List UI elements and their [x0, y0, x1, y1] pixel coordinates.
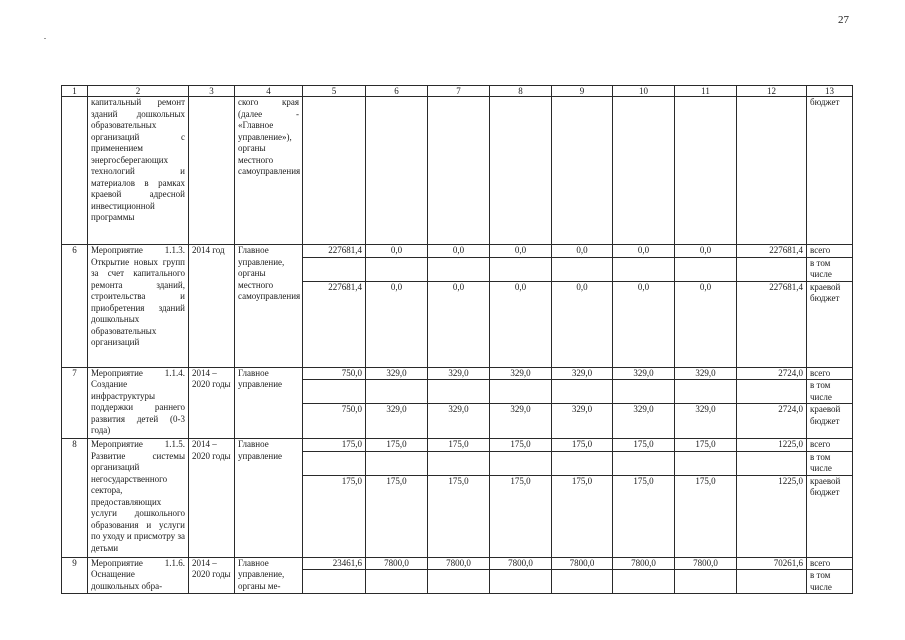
budget-label: в том числе [807, 380, 853, 404]
row-number: 8 [62, 439, 88, 558]
budget-label: в том числе [807, 570, 853, 594]
executor: Главное управление [235, 367, 303, 439]
value-cell: 0,0 [613, 245, 675, 258]
value-cell: 329,0 [366, 367, 428, 380]
value-cell: 7800,0 [428, 557, 490, 570]
measure-name: Мероприятие 1.1.4. Создание инфраструктуры поддержки раннего развития детей (0-3 года) [88, 367, 189, 439]
value-cell: 0,0 [552, 281, 613, 367]
value-cell: 0,0 [675, 281, 737, 367]
value-cell: 0,0 [675, 245, 737, 258]
header-cell: 3 [189, 86, 235, 97]
value-cell: 175,0 [366, 439, 428, 452]
header-cell: 13 [807, 86, 853, 97]
value-cell: 329,0 [366, 404, 428, 439]
value-cell: 2724,0 [737, 367, 807, 380]
page-number: 27 [838, 14, 849, 26]
table-row [62, 97, 853, 245]
executor: Главное управление [235, 439, 303, 558]
table-row [62, 557, 853, 570]
value-cell: 175,0 [552, 475, 613, 557]
table-row [62, 245, 853, 258]
budget-label: краевой бюджет [807, 404, 853, 439]
table-row [62, 439, 853, 452]
budget-label: в том числе [807, 451, 853, 475]
value-cell: 175,0 [428, 475, 490, 557]
budget-label: всего [807, 245, 853, 258]
header-cell: 7 [428, 86, 490, 97]
value-cell: 0,0 [366, 281, 428, 367]
header-cell: 1 [62, 86, 88, 97]
table-row [62, 367, 853, 380]
program-table [61, 85, 853, 594]
period: 2014 – 2020 годы [189, 439, 235, 558]
value-cell: 7800,0 [490, 557, 552, 570]
budget-label: краевой бюджет [807, 475, 853, 557]
value-cell: 23461,6 [303, 557, 366, 570]
value-cell: 0,0 [428, 281, 490, 367]
header-cell: 9 [552, 86, 613, 97]
value-cell: 1225,0 [737, 439, 807, 452]
value-cell: 329,0 [675, 404, 737, 439]
value-cell: 175,0 [490, 439, 552, 452]
value-cell: 7800,0 [552, 557, 613, 570]
value-cell: 329,0 [428, 404, 490, 439]
value-cell: 7800,0 [366, 557, 428, 570]
row-number: 7 [62, 367, 88, 439]
budget-label: краевой бюджет [807, 281, 853, 367]
value-cell: 7800,0 [675, 557, 737, 570]
value-cell: 0,0 [366, 245, 428, 258]
value-cell: 329,0 [490, 404, 552, 439]
budget-label: в том числе [807, 257, 853, 281]
measure-name: Мероприятие 1.1.6. Оснащение дошкольных обра- [88, 557, 189, 594]
value-cell: 329,0 [613, 404, 675, 439]
header-cell: 2 [88, 86, 189, 97]
value-cell: 329,0 [552, 404, 613, 439]
value-cell: 750,0 [303, 404, 366, 439]
period: 2014 – 2020 годы [189, 557, 235, 594]
header-cell: 8 [490, 86, 552, 97]
row-number: 6 [62, 245, 88, 368]
budget-label: всего [807, 367, 853, 380]
header-cell: 5 [303, 86, 366, 97]
row-number: 9 [62, 557, 88, 594]
header-cell: 6 [366, 86, 428, 97]
value-cell: 175,0 [613, 475, 675, 557]
executor: ского края (далее - «Главное управление»), органы местного самоуправления [235, 97, 303, 245]
value-cell: 0,0 [613, 281, 675, 367]
value-cell: 175,0 [428, 439, 490, 452]
value-cell: 329,0 [552, 367, 613, 380]
value-cell: 175,0 [303, 439, 366, 452]
value-cell: 175,0 [613, 439, 675, 452]
value-cell: 175,0 [675, 439, 737, 452]
header-cell: 11 [675, 86, 737, 97]
value-cell: 750,0 [303, 367, 366, 380]
value-cell: 329,0 [675, 367, 737, 380]
value-cell: 0,0 [552, 245, 613, 258]
column-number-header [62, 86, 853, 97]
measure-name: капитальный ремонт зданий дошкольных образовательных организаций с применением энергосберегающих технологий и материалов в рамках краевой адресной инвестиционной программы [88, 97, 189, 245]
value-cell: 329,0 [490, 367, 552, 380]
header-cell: 4 [235, 86, 303, 97]
scan-artifact [44, 38, 46, 39]
value-cell: 227681,4 [303, 245, 366, 258]
value-cell: 175,0 [490, 475, 552, 557]
executor: Главное управление, органы местного самоуправления [235, 245, 303, 368]
period: 2014 год [189, 245, 235, 368]
value-cell: 1225,0 [737, 475, 807, 557]
period: 2014 – 2020 годы [189, 367, 235, 439]
budget-label: бюджет [807, 97, 853, 245]
value-cell: 175,0 [675, 475, 737, 557]
value-cell: 329,0 [613, 367, 675, 380]
value-cell: 7800,0 [613, 557, 675, 570]
value-cell: 227681,4 [303, 281, 366, 367]
value-cell: 227681,4 [737, 245, 807, 258]
executor: Главное управление, органы ме- [235, 557, 303, 594]
header-cell: 12 [737, 86, 807, 97]
value-cell: 2724,0 [737, 404, 807, 439]
value-cell: 175,0 [303, 475, 366, 557]
measure-name: Мероприятие 1.1.3. Открытие новых групп за счет капитального ремонта зданий, строительства и приобретения зданий дошкольных образовательных организаций [88, 245, 189, 368]
budget-label: всего [807, 439, 853, 452]
value-cell: 0,0 [490, 245, 552, 258]
value-cell: 227681,4 [737, 281, 807, 367]
value-cell: 329,0 [428, 367, 490, 380]
measure-name: Мероприятие 1.1.5. Развитие системы организаций негосударственного сектора, предоставляющих услуги дошкольного образования и услуги по уходу и присмотру за детьми [88, 439, 189, 558]
budget-label: всего [807, 557, 853, 570]
value-cell: 175,0 [366, 475, 428, 557]
value-cell: 0,0 [428, 245, 490, 258]
value-cell: 0,0 [490, 281, 552, 367]
value-cell: 175,0 [552, 439, 613, 452]
value-cell: 70261,6 [737, 557, 807, 570]
header-cell: 10 [613, 86, 675, 97]
